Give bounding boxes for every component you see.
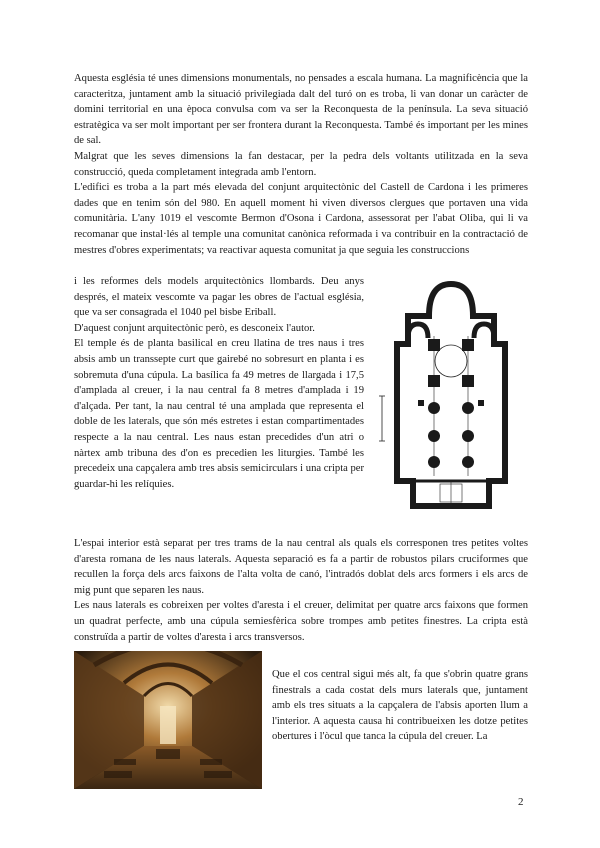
paragraph: Que el cos central sigui més alt, fa que s'obrin quatre grans finestrals a cada costat dels murs laterals que, juntament amb els tres situats a la capçalera de l'absis aporten llum a l'interior. A aquesta causa hi contribueixen les dotze petites obertures i l'òcul que tanca la cúpula del creuer. La: [272, 669, 528, 743]
text-block-right: [272, 667, 528, 745]
paragraph: D'aquest conjunt arquitectònic però, es desconeix l'autor.: [74, 322, 315, 334]
paragraph: Malgrat que les seves dimensions la fan destacar, per la pedra dels voltants utilitzada en la seva construcció, queda completament integrada amb l'entorn.: [74, 150, 528, 178]
paragraph: Aquesta església té unes dimensions monumentals, no pensades a escala humana. La magnificència que la caracteritza, juntament amb la situació privilegiada dalt del turó on es troba, li van donar un caràcter de domini territorial en una època convulsa com va ser la Reconquesta de la península. La seva situació estratègica va ser molt important per ser frontera durant la Reconquesta. També és important per les mines de sal.: [74, 73, 528, 147]
paragraph: L'edifici es troba a la part més elevada del conjunt arquitectònic del Castell de Cardona i les primeres dades que en tenim són del 980. En aquell moment hi viven diversos clergues que portaven una vida comunitària. L'any 1019 el vescomte Bermon d'Osona i Cardona, assessorat per l'abat Oliba, qui li va recomanar que instal·lés al temple una comunitat canònica reformada i va contribuir en la contractació de mestres d'obres experimentats; va reactivar aquesta comunitat ja que seguia les construccions: [74, 182, 528, 256]
paragraph: i les reformes dels models arquitectònics llombards. Deu anys després, el mateix vescomte va pagar les obres de l'actual església, que va ser consagrada el 1040 pel bisbe Eriball.: [74, 276, 364, 319]
text-block-top: [74, 71, 528, 258]
text-block-middle: [74, 536, 528, 645]
text-block-left: [74, 274, 364, 492]
church-interior-photo: [74, 651, 262, 789]
paragraph: El temple és de planta basilical en creu llatina de tres naus i tres absis amb un transsepte curt que gairebé no sobresurt en planta i es sobremuta d'una cúpula. La basílica fa 49 metres de llargada i 17,5 d'amplada al creuer, i la nau central fa 8 metres d'amplada i 19 d'alçada. Per tant, la nau central té una amplada que representa el doble de les laterals, que són més estretes i estan compartimentades respecte a la nau central. Les naus estan precedides d'un atri o nàrtex amb tribuna des d'on es precedien les liturgies. També les precedeix una capçalera amb tres absis semicirculars i una cripta per guardar-hi les relíquies.: [74, 338, 365, 490]
paragraph: Les naus laterals es cobreixen per voltes d'aresta i el creuer, delimitat per quatre arcs faixons que formen un quadrat perfecte, amb una cúpula semiesfèrica sobre trompes amb petites finestres. La cripta està construïda a partir de voltes d'aresta i arcs transversos.: [74, 600, 528, 643]
church-floor-plan: [374, 276, 528, 512]
page-number: 2: [518, 796, 524, 808]
paragraph: L'espai interior està separat per tres trams de la nau central als quals els corresponen tres petites voltes d'aresta romana de les naus laterals. Aquesta separació es fa a partir de robustos pilars cruciformes que recullen la força dels arcs faixons de l'alta volta de canó, l'intradós doblat dels arcs formers i els arcs de mig punt que separen les naus.: [74, 538, 528, 596]
